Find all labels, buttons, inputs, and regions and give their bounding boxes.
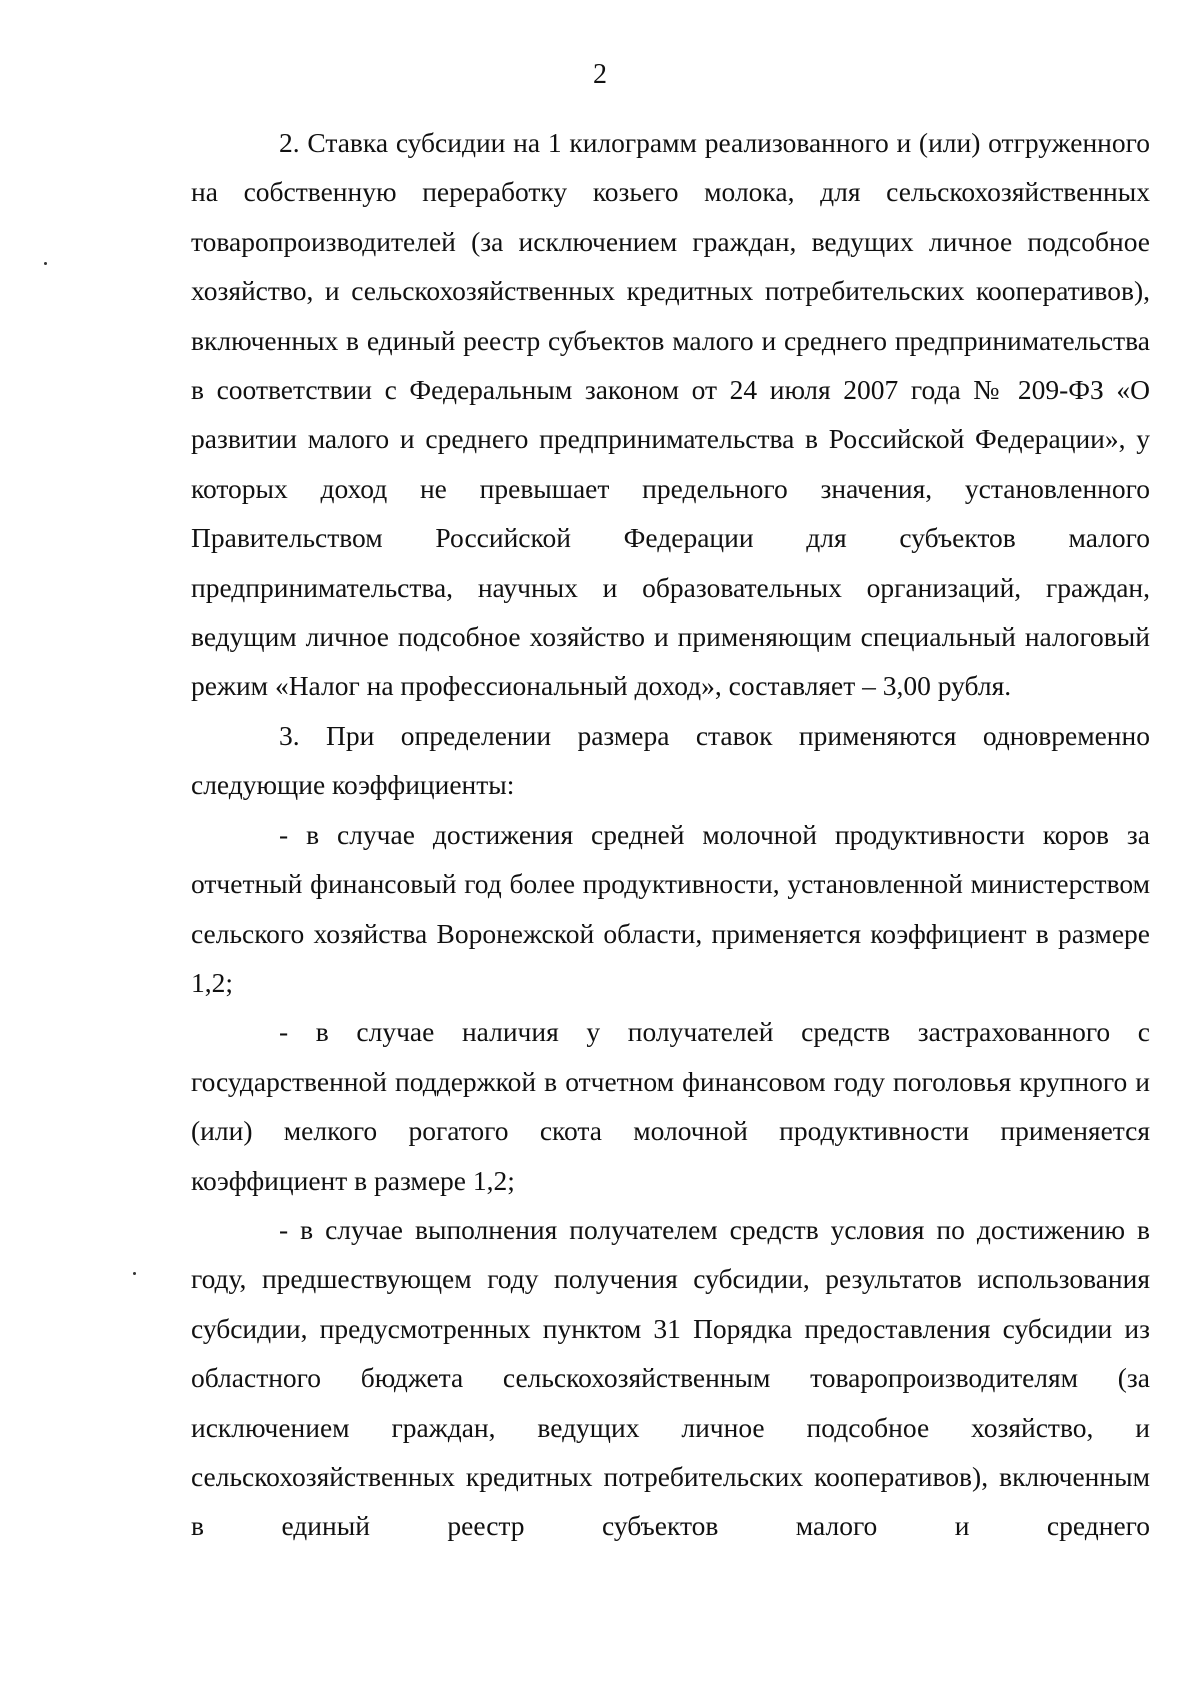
list-item-productivity: - в случае достижения средней молочной продуктивности коров за отчетный финансовый год более продуктивности, установленной министерством сельского хозяйства Воронежской области, применяется коэффициент в размере 1,2; bbox=[191, 818, 1150, 998]
list-item-results: - в случае выполнения получателем средств условия по достижению в году, предшествующем году получения субсидии, результатов использования субсидии, предусмотренных пунктом 31 Порядка предоставления субсидии из областного бюджета сельскохозяйственным товаропроизводителям (за исключением граждан, ведущих личное подсобное хозяйство, и сельскохозяйственных кредитных потребительских кооперативов), включенным в единый реестр субъектов малого и среднего bbox=[191, 1213, 1150, 1542]
scan-speck bbox=[44, 262, 47, 265]
paragraph-coefficients: 3. При определении размера ставок применяются одновременно следующие коэффициенты: bbox=[191, 719, 1150, 801]
paragraph-subsidy-rate: 2. Ставка субсидии на 1 килограмм реализованного и (или) отгруженного на собственную переработку козьего молока, для сельскохозяйственных товаропроизводителей (за исключением граждан, ведущих личное подсобное хозяйство, и сельскохозяйственных кредитных потребительских кооперативов), включенных в единый реестр субъектов малого и среднего предпринимательства в соответствии с Федеральным законом от 24 июля 2007 года № 209-ФЗ «О развитии малого и среднего предпринимательства в Российской Федерации», у которых доход не превышает предельного значения, установленного Правительством Российской Федерации для субъектов малого предпринимательства, научных и образовательных организаций, граждан, ведущим личное подсобное хозяйство и применяющим специальный налоговый режим «Налог на профессиональный доход», составляет – 3,00 рубля. bbox=[191, 127, 1150, 702]
page-number: 2 bbox=[593, 59, 607, 90]
list-item-insurance: - в случае наличия у получателей средств застрахованного с государственной поддержкой в отчетном финансовом году поголовья крупного и (или) мелкого рогатого скота молочной продуктивности применяется коэффициент в размере 1,2; bbox=[191, 1016, 1150, 1196]
scan-speck bbox=[133, 1272, 136, 1275]
document-body bbox=[191, 118, 1150, 1551]
